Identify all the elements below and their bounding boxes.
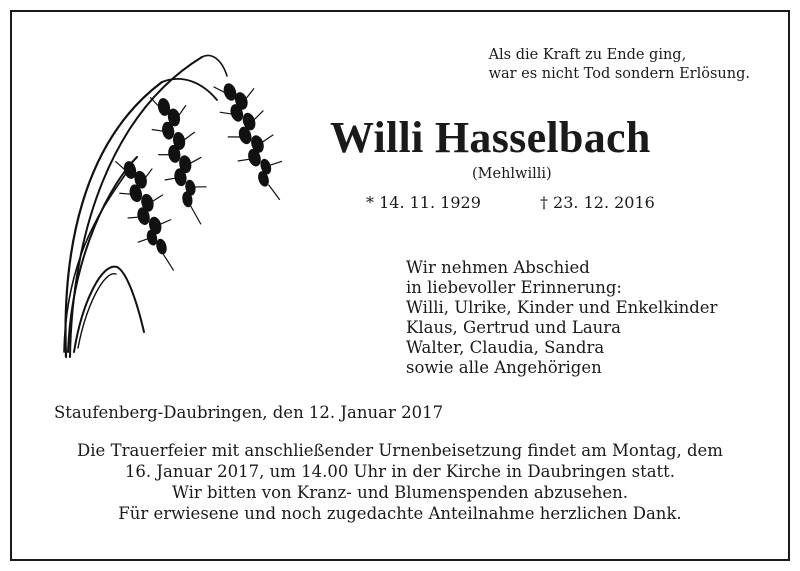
- motto: [489, 46, 750, 84]
- details-line: Die Trauerfeier mit anschließender Urnenbeisetzung findet am Montag, dem: [77, 441, 723, 460]
- mourners-line: Klaus, Gertrud und Laura: [406, 318, 622, 337]
- mourners-line: Willi, Ulrike, Kinder und Enkelkinder: [406, 298, 718, 317]
- mourners-line: Wir nehmen Abschied: [406, 258, 590, 277]
- obituary-notice: [10, 10, 790, 561]
- mourners-line: sowie alle Angehörigen: [406, 358, 602, 377]
- mourners-list: [406, 258, 717, 378]
- details-line: Für erwiesene und noch zugedachte Anteilnahme herzlichen Dank.: [118, 504, 682, 523]
- birth-date: * 14. 11. 1929: [366, 193, 481, 212]
- life-dates: [366, 193, 655, 212]
- funeral-details: [32, 440, 768, 524]
- motto-line: war es nicht Tod sondern Erlösung.: [488, 66, 750, 82]
- death-date: † 23. 12. 2016: [539, 193, 655, 212]
- wheat-ears-icon: [52, 52, 312, 372]
- motto-line: Als die Kraft zu Ende ging,: [488, 47, 687, 63]
- place-and-date: Staufenberg-Daubringen, den 12. Januar 2017: [54, 403, 444, 422]
- details-line: Wir bitten von Kranz- und Blumenspenden abzusehen.: [171, 483, 629, 502]
- deceased-nickname: (Mehlwilli): [472, 166, 552, 182]
- details-line: 16. Januar 2017, um 14.00 Uhr in der Kirche in Daubringen statt.: [124, 462, 676, 481]
- deceased-name: Willi Hasselbach: [330, 113, 651, 162]
- mourners-line: in liebevoller Erinnerung:: [406, 278, 622, 297]
- mourners-line: Walter, Claudia, Sandra: [406, 338, 605, 357]
